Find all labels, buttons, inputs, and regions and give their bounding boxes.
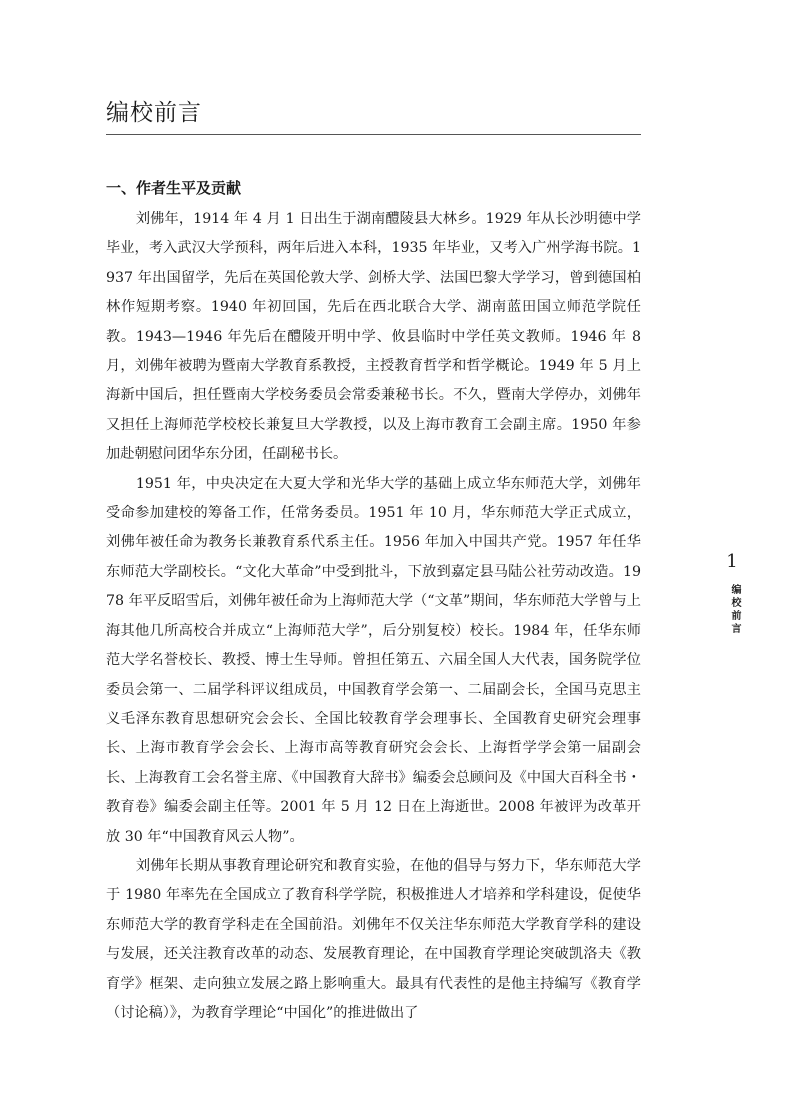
title-rule: [106, 134, 641, 135]
page-title: 编校前言: [106, 100, 202, 126]
section-heading: 一、作者生平及贡献: [106, 179, 242, 197]
body-text: [106, 205, 641, 1028]
side-page-number: 1: [726, 551, 738, 572]
paragraph: 刘佛年长期从事教育理论研究和教育实验，在他的倡导与努力下，华东师范大学于 1980 年率先在全国成立了教育科学学院，积极推进人才培养和学科建设，促使华东师范大学的教育学科走在全国前沿。刘佛年不仅关注华东师范大学教育学科的建设与发展，还关注教育改革的动态、发展教育理论，在中国教育学理论突破凯洛夫《教育学》框架、走向独立发展之路上影响重大。最具有代表性的是他主持编写《教育学（讨论稿）》，为教育学理论“中国化”的推进做出了: [106, 857, 641, 1021]
paragraph: 1951 年，中央决定在大夏大学和光华大学的基础上成立华东师范大学，刘佛年受命参加建校的筹备工作，任常务委员。1951 年 10 月，华东师范大学正式成立，刘佛年被任命为教务长兼教育系代系主任。1956 年加入中国共产党。1957 年任华东师范大学副校长。“文化大革命”中受到批斗，下放到嘉定县马陆公社劳动改造。1978 年平反昭雪后，刘佛年被任命为上海师范大学（“文革”期间，华东师范大学曾与上海其他几所高校合并成立“上海师范大学”，后分别复校）校长。1984 年，任华东师范大学名誉校长、教授、博士生导师。曾担任第五、六届全国人大代表，国务院学位委员会第一、二届学科评议组成员，中国教育学会第一、二届副会长，全国马克思主义毛泽东教育思想研究会会长、全国比较教育学会理事长、全国教育史研究会理事长、上海市教育学会会长、上海市高等教育研究会会长、上海哲学学会第一届副会长、上海教育工会名誉主席、《中国教育大辞书》编委会总顾问及《中国大百科全书・教育卷》编委会副主任等。2001 年 5 月 12 日在上海逝世。2008 年被评为改革开放 30 年“中国教育风云人物”。: [106, 475, 641, 845]
paragraph: 刘佛年，1914 年 4 月 1 日出生于湖南醴陵县大林乡。1929 年从长沙明德中学毕业，考入武汉大学预科，两年后进入本科，1935 年毕业，又考入广州学海书院。1937 年出国留学，先后在英国伦敦大学、剑桥大学、法国巴黎大学学习，曾到德国柏林作短期考察。1940 年初回国，先后在西北联合大学、湖南蓝田国立师范学院任教。1943—1946 年先后在醴陵开明中学、攸县临时中学任英文教师。1946 年 8 月，刘佛年被聘为暨南大学教育系教授，主授教育哲学和哲学概论。1949 年 5 月上海新中国后，担任暨南大学校务委员会常委兼秘书长。不久，暨南大学停办，刘佛年又担任上海师范学校校长兼复旦大学教授，以及上海市教育工会副主席。1950 年参加赴朝慰问团华东分团，任副秘书长。: [106, 211, 641, 463]
side-running-head: 编校前言: [729, 584, 740, 636]
